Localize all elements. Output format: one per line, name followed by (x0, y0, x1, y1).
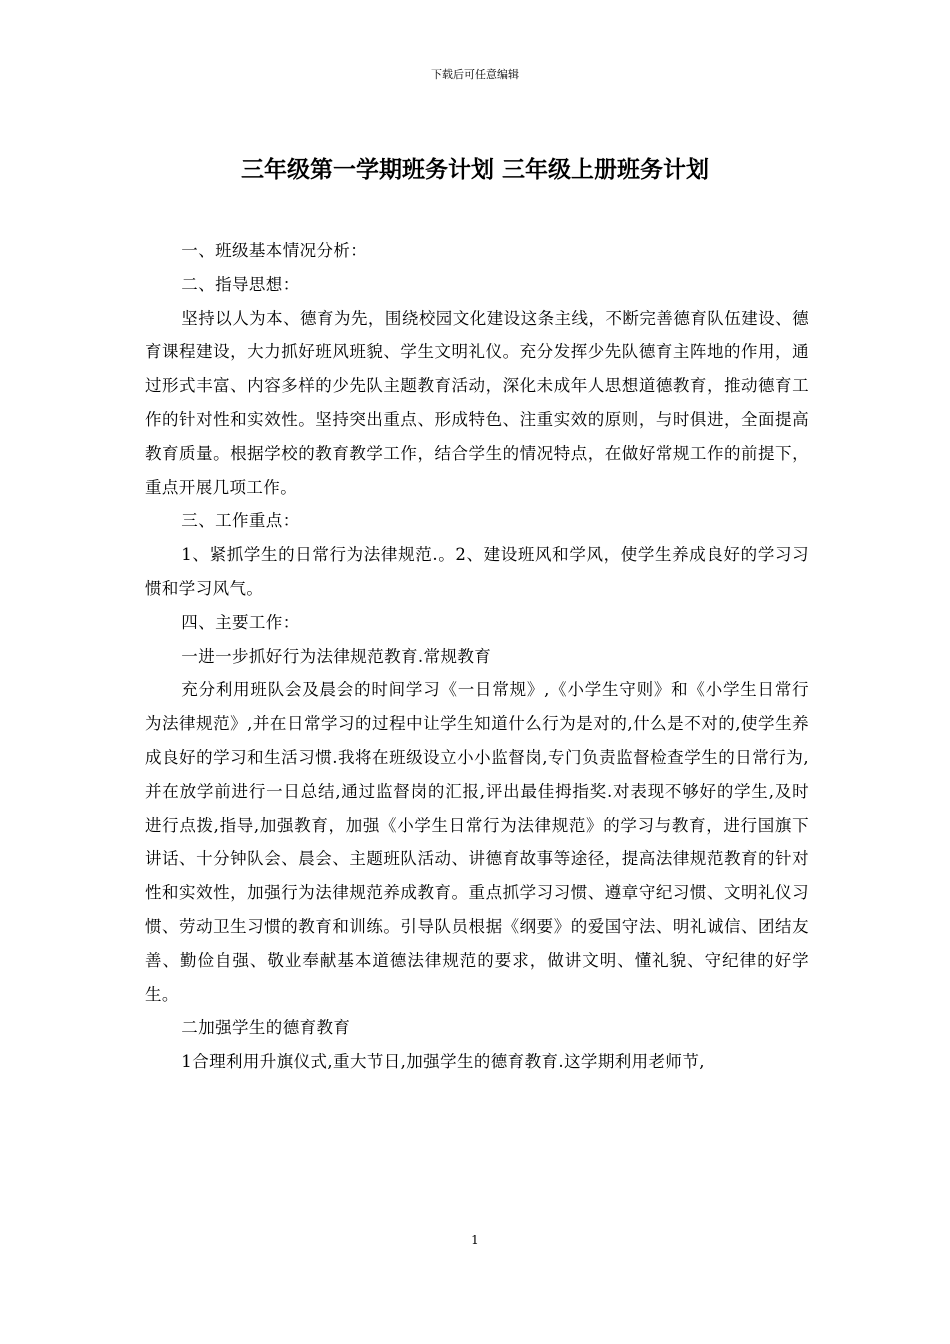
subsection-heading-1: 一进一步抓好行为法律规范教育.常规教育 (181, 646, 492, 666)
section-heading-1: 一、班级基本情况分析： (181, 241, 368, 260)
section-heading-3: 三、工作重点： (181, 511, 300, 531)
document-body (145, 234, 809, 1079)
section-heading-4: 四、主要工作： (181, 612, 300, 632)
section-heading-2: 二、指导思想： (181, 274, 300, 294)
subsection-heading-2: 二加强学生的德育教育 (181, 1018, 351, 1038)
paragraph-guiding-thought: 坚持以人为本、德育为先，围绕校园文化建设这条主线，不断完善德育队伍建设、德育课程建设，大力抓好班风班貌、学生文明礼仪。充分发挥少先队德育主阵地的作用，通过形式丰富、内容多样的少先队主题教育活动，深化未成年人思想道德教育，推动德育工作的针对性和实效性。坚持突出重点、形成特色、注重实效的原则，与时俱进，全面提高教育质量。根据学校的教育教学工作，结合学生的情况特点，在做好常规工作的前提下，重点开展几项工作。 (145, 308, 809, 497)
page-number: 1 (471, 1233, 479, 1247)
paragraph-routine-education: 充分利用班队会及晨会的时间学习《一日常规》,《小学生守则》和《小学生日常行为法律规范》,并在日常学习的过程中让学生知道什么行为是对的,什么是不对的,使学生养成良好的学习和生活习惯.我将在班级设立小小监督岗,专门负责监督检查学生的日常行为,并在放学前进行一日总结,通过监督岗的汇报,评出最佳拇指奖.对表现不够好的学生,及时进行点拨,指导,加强教育，加强《小学生日常行为法律规范》的学习与教育，进行国旗下讲话、十分钟队会、晨会、主题班队活动、讲德育故事等途径，提高法律规范教育的针对性和实效性，加强行为法律规范养成教育。重点抓学习习惯、遵章守纪习惯、文明礼仪习惯、劳动卫生习惯的教育和训练。引导队员根据《纲要》的爱国守法、明礼诚信、团结友善、勤俭自强、敬业奉献基本道德法律规范的要求，做讲文明、懂礼貌、守纪律的好学生。 (145, 680, 809, 1004)
paragraph-work-focus: 1、紧抓学生的日常行为法律规范.。2、建设班风和学风，使学生养成良好的学习习惯和学习风气。 (145, 545, 809, 598)
paragraph-moral-education: 1合理利用升旗仪式,重大节日,加强学生的德育教育.这学期利用老师节, (181, 1052, 705, 1072)
document-title: 三年级第一学期班务计划 三年级上册班务计划 (240, 157, 709, 183)
header-note: 下载后可任意编辑 (431, 68, 519, 81)
